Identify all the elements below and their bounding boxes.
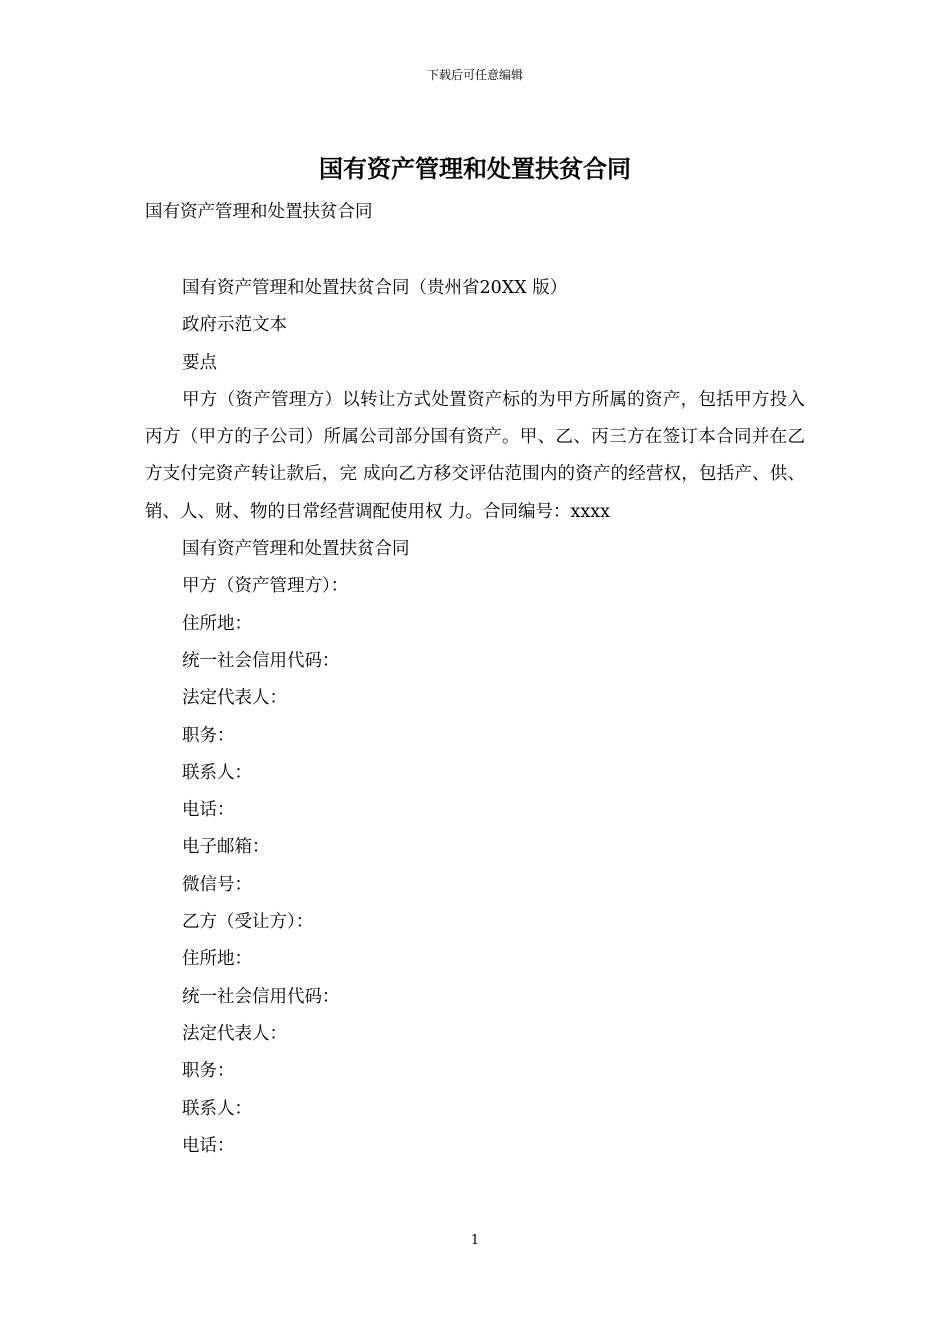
document-title: 国有资产管理和处置扶贫合同 — [319, 154, 631, 183]
party-b-contact: 联系人： — [182, 1098, 252, 1119]
version-line: 国有资产管理和处置扶贫合同（贵州省20XX 版） — [182, 278, 568, 298]
party-b-heading: 乙方（受让方）： — [182, 912, 314, 933]
party-a-position: 职务： — [182, 725, 235, 746]
template-line: 政府示范文本 — [182, 315, 287, 336]
party-b-legal-rep: 法定代表人： — [182, 1023, 287, 1044]
party-a-legal-rep: 法定代表人： — [182, 688, 287, 709]
key-points-line: 要点 — [182, 352, 217, 373]
party-a-address: 住所地： — [182, 613, 252, 634]
party-a-phone: 电话： — [182, 800, 235, 821]
summary-paragraph: 甲方（资产管理方）以转让方式处置资产标的为甲方所属的资产，包括甲方投入丙方（甲方的子公司）所属公司部分国有资产。甲、乙、丙三方在签订本合同并在乙方支付完资产转让款后，完 成向乙方移交评估范围内的资产的经营权，包括产、供、销、人、财、物的日常经营调配使用权 力。合同编号：xxxx — [145, 389, 805, 522]
party-a-contact: 联系人： — [182, 762, 252, 783]
page-number: 1 — [470, 1233, 480, 1248]
party-b-address: 住所地： — [182, 949, 252, 970]
contract-title-line: 国有资产管理和处置扶贫合同 — [182, 539, 410, 560]
party-b-position: 职务： — [182, 1061, 235, 1082]
party-b-credit-code: 统一社会信用代码： — [182, 986, 340, 1007]
party-a-wechat: 微信号： — [182, 874, 252, 895]
party-a-credit-code: 统一社会信用代码： — [182, 650, 340, 671]
document-subtitle: 国有资产管理和处置扶贫合同 — [145, 202, 373, 222]
party-a-heading: 甲方（资产管理方）： — [182, 576, 349, 597]
party-a-email: 电子邮箱： — [182, 837, 270, 858]
header-note: 下载后可任意编辑 — [426, 68, 523, 82]
party-b-phone: 电话： — [182, 1135, 235, 1156]
document-body — [145, 270, 805, 1165]
